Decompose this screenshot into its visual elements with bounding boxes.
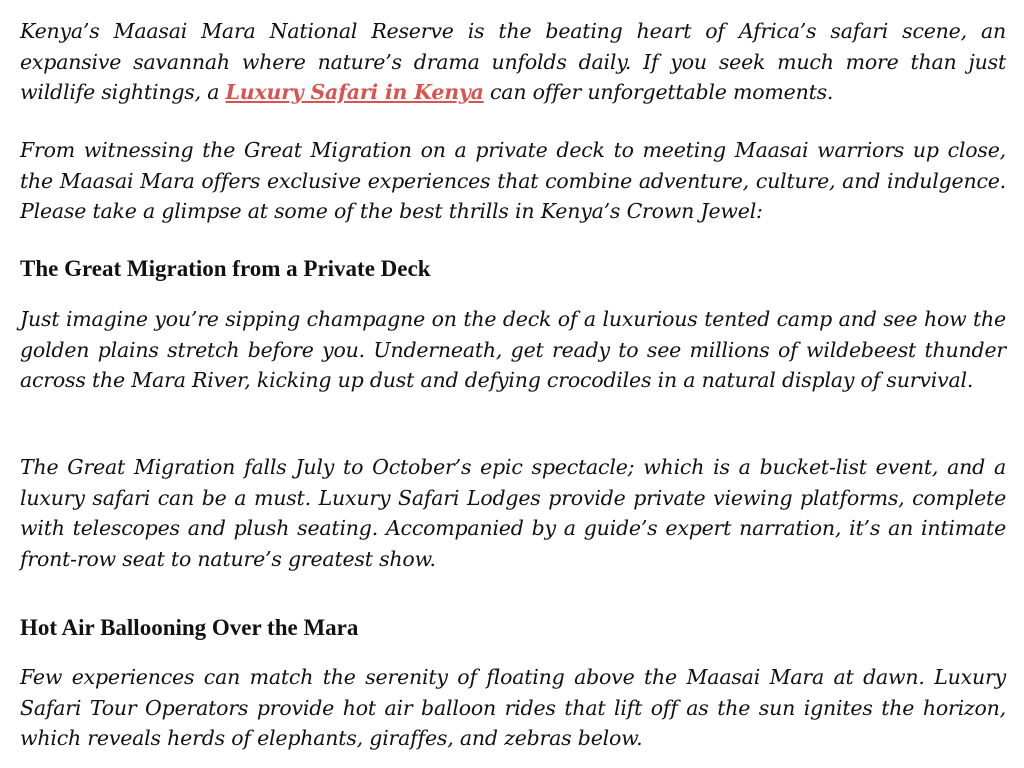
hot-air-ballooning-paragraph: Few experiences can match the serenity of floating above the Maasai Mara at dawn. Luxury Safari Tour Operators provide hot air balloon rides that lift off as the sun ignites the horizon, which reveals herds of elephants, giraffes, and zebras below. bbox=[20, 665, 1006, 750]
overview-paragraph: From witnessing the Great Migration on a private deck to meeting Maasai warriors up close, the Maasai Mara offers exclusive experiences that combine adventure, culture, and indulgence. Please take a glimpse at some of the best thrills in Kenya’s Crown Jewel: bbox=[20, 138, 1006, 223]
section-heading-great-migration: The Great Migration from a Private Deck bbox=[20, 256, 431, 281]
great-migration-paragraph-1: Just imagine you’re sipping champagne on the deck of a luxurious tented camp and see how the golden plains stretch before you. Underneath, get ready to see millions of wildebeest thunder across the Mara River, kicking up dust and defying crocodiles in a natural display of survival. bbox=[20, 307, 1006, 392]
intro-text-before-link: Kenya’s Maasai Mara National Reserve is the beating heart of Africa’s safari scene, an expansive savannah where nature’s drama unfolds daily. If you seek much more than just wildlife sightings, a bbox=[20, 19, 1006, 104]
luxury-safari-link[interactable]: Luxury Safari in Kenya bbox=[225, 80, 484, 104]
intro-text-after-link: can offer unforgettable moments. bbox=[483, 80, 834, 104]
great-migration-paragraph-2: The Great Migration falls July to October’s epic spectacle; which is a bucket-list event, and a luxury safari can be a must. Luxury Safari Lodges provide private viewing platforms, complete with telescopes and plush seating. Accompanied by a guide’s expert narration, it’s an intimate front-row seat to nature’s greatest show. bbox=[20, 455, 1006, 571]
intro-paragraph bbox=[20, 16, 1006, 108]
section-heading-hot-air-ballooning: Hot Air Ballooning Over the Mara bbox=[20, 615, 359, 640]
